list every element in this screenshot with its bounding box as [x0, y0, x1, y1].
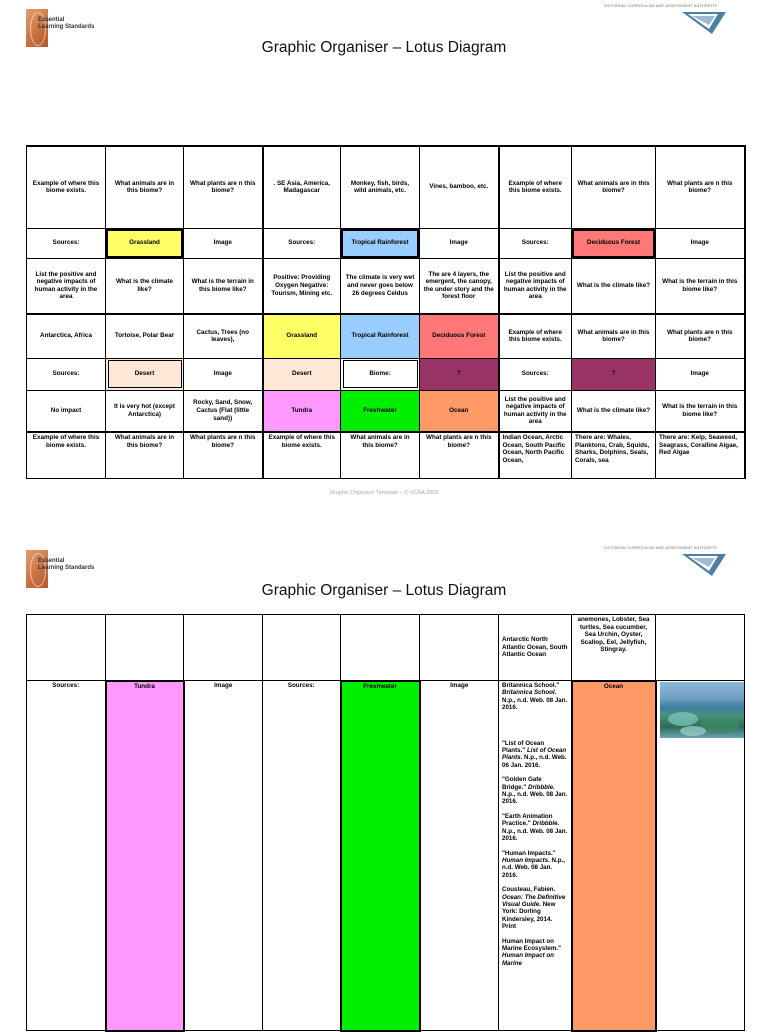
- footer-note: Graphic Organiser Template – © VCAA 2008: [329, 490, 439, 496]
- cell: Indian Ocean, Arctic Ocean, South Pacific Ocean, North Pacific Ocean,: [499, 432, 572, 478]
- ocean-reef-image: [660, 682, 745, 738]
- cell: What is the terrain in this biome like?: [656, 258, 745, 314]
- unknown-cell: ?: [572, 358, 656, 390]
- cell: Tortoise, Polar Bear: [106, 314, 184, 358]
- cell: What animals are in this biome?: [106, 146, 184, 228]
- cell: There are: Kelp, Seaweed, Seagrass, Coralline Algae, Red Algae: [656, 432, 745, 478]
- vcaa-logo: [604, 546, 722, 576]
- vcaa-check-icon: [682, 10, 726, 36]
- page-title: Graphic Organiser – Lotus Diagram: [261, 39, 507, 56]
- cell: Sources:: [27, 358, 106, 390]
- center-desert: Desert: [263, 358, 341, 390]
- references-cell: [499, 681, 572, 1031]
- cell: Image: [184, 358, 263, 390]
- cell: The climate is very wet and never goes below 26 degrees Celdus: [341, 258, 420, 314]
- deciduous-cell: Deciduous Forest: [572, 228, 656, 258]
- vcaa-check-icon: [682, 552, 726, 578]
- cell: What plants are n this biome?: [420, 432, 499, 478]
- center-deciduous: Deciduous Forest: [420, 314, 499, 358]
- oceans-cell: Antarctic North Atlantic Ocean, South Atlantic Ocean: [499, 615, 572, 681]
- lotus-grid-1: [26, 145, 746, 479]
- page-2: [0, 540, 768, 1024]
- cell: Sources:: [499, 228, 572, 258]
- cell: [184, 615, 263, 681]
- reference-list: [502, 682, 568, 967]
- cell: [106, 615, 184, 681]
- center-unknown: ?: [420, 358, 499, 390]
- cell: What animals are in this biome?: [572, 146, 656, 228]
- cell: What is the climate like?: [572, 390, 656, 432]
- center-biome: Biome:: [341, 358, 420, 390]
- grassland-cell: Grassland: [106, 228, 184, 258]
- cell: What is the terrain in this biome like?: [656, 390, 745, 432]
- page-title: Graphic Organiser – Lotus Diagram: [261, 582, 507, 599]
- authority-name: VICTORIAN CURRICULUM AND ASSESSMENT AUTHORITY: [604, 546, 718, 550]
- cell: What plants are n this biome?: [656, 146, 745, 228]
- cell: Rocky, Sand, Snow, Cactus (Flat (little sand)): [184, 390, 263, 432]
- center-tundra: Tundra: [263, 390, 341, 432]
- rainforest-cell: Tropical Rainforest: [341, 228, 420, 258]
- ocean-image-cell: [656, 681, 745, 1031]
- ocean-animals-cell: anemones, Lobster, Sea turtles, Sea cucumber, Sea Urchin, Oyster, Scallop, Eel, Jellyfish, Stingray.: [572, 615, 656, 681]
- cell: Example of where this biome exists.: [27, 146, 106, 228]
- cell: Sources:: [27, 681, 106, 1031]
- cell: [420, 615, 499, 681]
- cell: Sources:: [499, 358, 572, 390]
- cell: Sources:: [263, 681, 341, 1031]
- cell: What plants are n this biome?: [184, 432, 263, 478]
- cell: [263, 615, 341, 681]
- cell: It is very hot (except Antarctica): [106, 390, 184, 432]
- cell: Image: [656, 228, 745, 258]
- desert-cell: Desert: [106, 358, 184, 390]
- cell: Image: [184, 228, 263, 258]
- reference-item: "Human Impacts." Human Impacts. N.p., n.d. Web. 08 Jan. 2016.: [502, 849, 565, 879]
- logo-text: Essential Learning Standards: [38, 558, 95, 571]
- cell: Monkey, fish, birds, wild animals, etc.: [341, 146, 420, 228]
- logo-text: Essential Learning Standards: [38, 17, 95, 30]
- cell: Cactus, Trees (no leaves),: [184, 314, 263, 358]
- reference-item: Human Impact on Marine Ecosystem." Human Impact on Marine: [502, 937, 561, 967]
- lotus-grid-2: [26, 614, 745, 1032]
- cell: Example of where this biome exists.: [263, 432, 341, 478]
- cell: . SE Asia, America, Madagascar: [263, 146, 341, 228]
- cell: The are 4 layers, the emergent, the canopy, the under story and the forest floor: [420, 258, 499, 314]
- cell: List the positive and negative impacts of human activity in the area: [27, 258, 106, 314]
- cell: List the positive and negative impacts of human activity in the area: [499, 390, 572, 432]
- cell: What is the climate like?: [572, 258, 656, 314]
- cell: What plants are n this biome?: [656, 314, 745, 358]
- center-freshwater: Freshwater: [341, 390, 420, 432]
- cell: Image: [656, 358, 745, 390]
- ocean-cell: Ocean: [572, 681, 656, 1031]
- center-rainforest: Tropical Rainforest: [341, 314, 420, 358]
- cell: What is the terrain in this biome like?: [184, 258, 263, 314]
- cell: Example of where this biome exists.: [499, 314, 572, 358]
- cell: What animals are in this biome?: [341, 432, 420, 478]
- cell: What animals are in this biome?: [106, 432, 184, 478]
- reference-item: Britannica School." Britannica School. N.p., n.d. Web. 08 Jan. 2016.: [502, 682, 568, 712]
- reference-item: Cousteau, Fabien. Ocean: The Definitive Visual Guide. New York: Dorling Kindersley, 2014. Print: [502, 886, 566, 931]
- cell: What plants are n this biome?: [184, 146, 263, 228]
- cell: Sources:: [263, 228, 341, 258]
- cell: Antarctica, Africa: [27, 314, 106, 358]
- cell: Image: [420, 681, 499, 1031]
- cell: What animals are in this biome?: [572, 314, 656, 358]
- cell: There are: Whales, Planktons, Crab, Squids, Sharks, Dolphins, Seals, Corals, sea: [572, 432, 656, 478]
- authority-name: VICTORIAN CURRICULUM AND ASSESSMENT AUTHORITY: [604, 4, 718, 8]
- center-grassland: Grassland: [263, 314, 341, 358]
- reference-item: "Earth Animation Practice." Dribbble. N.p., n.d. Web. 08 Jan. 2016.: [502, 812, 568, 843]
- vcaa-logo: [604, 4, 722, 34]
- cell: [27, 615, 106, 681]
- page-1: [0, 0, 768, 500]
- cell: Example of where this biome exists.: [27, 432, 106, 478]
- cell: Image: [420, 228, 499, 258]
- cell: Positive: Providing Oxygen Negative: Tourism, Mining etc.: [263, 258, 341, 314]
- cell: No impact: [27, 390, 106, 432]
- cell: What is the climate like?: [106, 258, 184, 314]
- cell: List the positive and negative impacts of human activity in the area: [499, 258, 572, 314]
- reference-item: "Golden Gate Bridge." Dribbble. N.p., n.d. Web. 08 Jan. 2016.: [502, 776, 568, 806]
- cell: Vines, bamboo, etc.: [420, 146, 499, 228]
- cell: [341, 615, 420, 681]
- center-ocean: Ocean: [420, 390, 499, 432]
- cell: Example of where this biome exists.: [499, 146, 572, 228]
- cell: Sources:: [27, 228, 106, 258]
- tundra-cell: Tundra: [106, 681, 184, 1031]
- reference-item: "List of Ocean Plants." List of Ocean Plants. N.p., n.d. Web. 06 Jan. 2016.: [502, 739, 567, 769]
- cell: [656, 615, 745, 681]
- cell: Image: [184, 681, 263, 1031]
- freshwater-cell: Freshwater: [341, 681, 420, 1031]
